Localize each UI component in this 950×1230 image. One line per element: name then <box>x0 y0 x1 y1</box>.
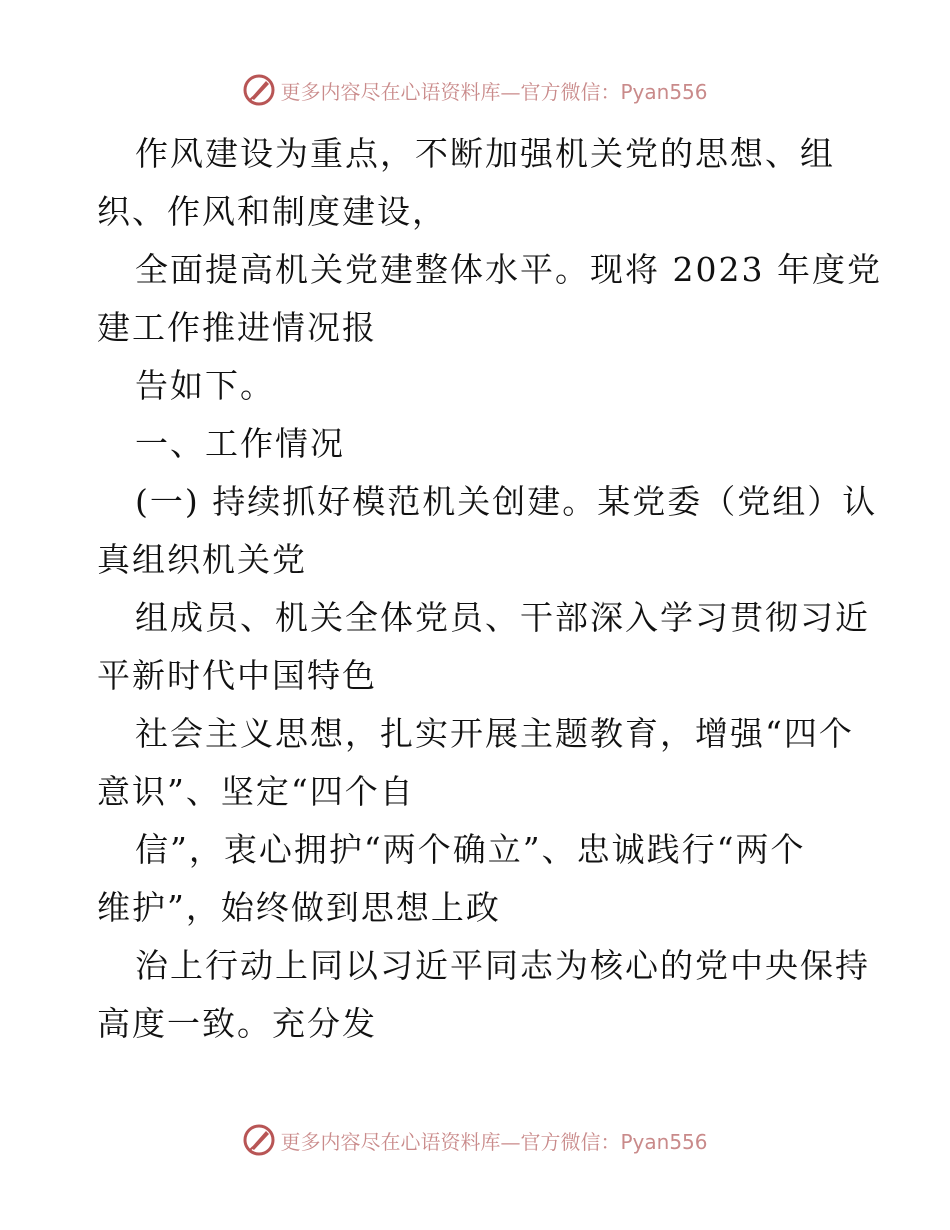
text-line <box>97 647 857 705</box>
quill-seal-icon <box>242 1123 276 1157</box>
text-line-content: 平新时代中国特色 <box>97 656 377 695</box>
quill-seal-icon <box>242 73 276 107</box>
text-line <box>97 705 857 763</box>
text-line <box>97 937 870 995</box>
text-line <box>97 183 857 241</box>
document-body <box>97 125 882 1053</box>
watermark-text: 更多内容尽在心语资料库—官方微信：Pyan556 <box>280 79 708 104</box>
text-line <box>97 821 857 879</box>
text-line <box>97 241 882 299</box>
text-line <box>97 995 857 1053</box>
text-line <box>97 531 857 589</box>
text-line-content: 高度一致。充分发 <box>97 1004 377 1043</box>
header-watermark <box>0 72 950 108</box>
text-line <box>97 415 857 473</box>
text-line <box>97 763 857 821</box>
text-line-content: 告如下。 <box>135 366 275 405</box>
text-line-content: 一、工作情况 <box>135 424 345 463</box>
text-line-content: 全面提高机关党建整体水平。现将 2023 年度党 <box>135 250 882 289</box>
text-line-content: 组成员、机关全体党员、干部深入学习贯彻习近 <box>135 598 870 637</box>
text-line-content: 真组织机关党 <box>97 540 307 579</box>
watermark-text: 更多内容尽在心语资料库—官方微信：Pyan556 <box>280 1129 708 1154</box>
text-line-content: (一) 持续抓好模范机关创建。某党委（党组）认 <box>135 482 878 521</box>
footer-watermark <box>0 1122 950 1158</box>
text-line <box>97 125 857 183</box>
text-line <box>97 589 870 647</box>
text-line-content: 织、作风和制度建设， <box>97 192 447 231</box>
text-line <box>97 357 857 415</box>
text-line <box>97 299 857 357</box>
text-line-content: 意识”、坚定“四个自 <box>97 772 415 811</box>
text-line-content: 作风建设为重点，不断加强机关党的思想、组 <box>135 134 835 173</box>
text-line-content: 信”，衷心拥护“两个确立”、忠诚践行“两个 <box>135 830 806 869</box>
text-line-content: 社会主义思想，扎实开展主题教育，增强“四个 <box>135 714 854 753</box>
text-line <box>97 473 878 531</box>
text-line-content: 维护”，始终做到思想上政 <box>97 888 501 927</box>
text-line-content: 建工作推进情况报 <box>97 308 377 347</box>
text-line-content: 治上行动上同以习近平同志为核心的党中央保持 <box>135 946 870 985</box>
text-line <box>97 879 857 937</box>
